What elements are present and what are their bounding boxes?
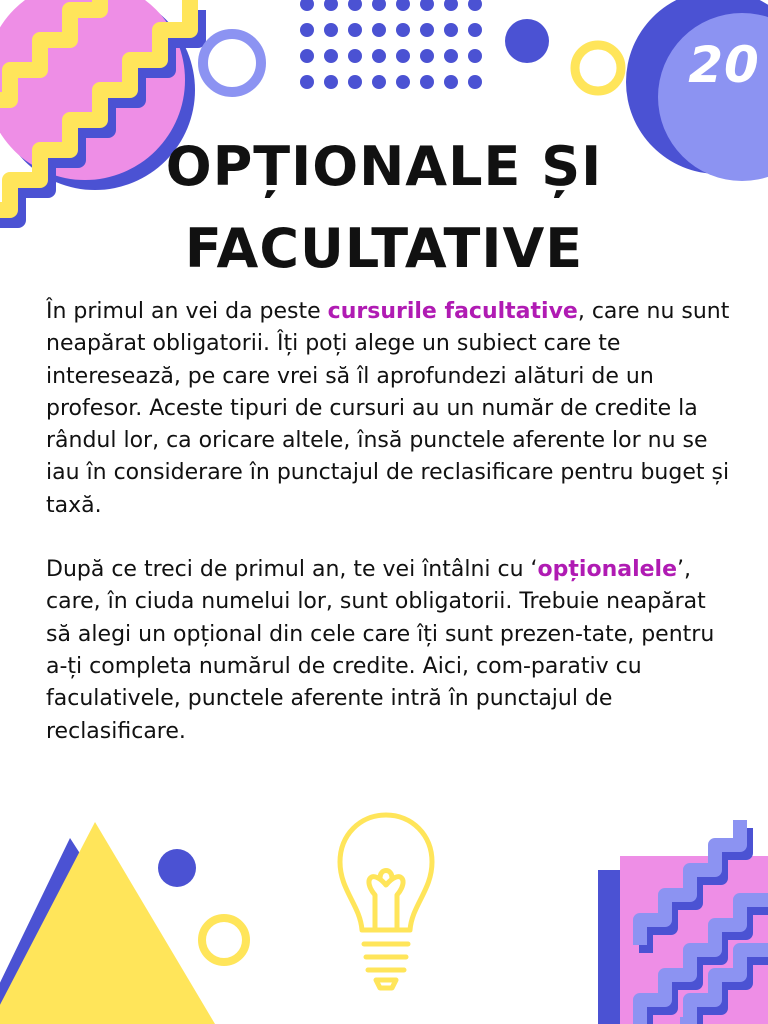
dot — [468, 49, 482, 63]
dot — [396, 23, 410, 37]
dot — [372, 0, 386, 11]
paragraph-text: În primul an vei da peste — [46, 299, 328, 324]
dot — [372, 49, 386, 63]
dot — [468, 75, 482, 89]
title-line-1: OPȚIONALE ȘI — [165, 135, 603, 198]
dot — [444, 23, 458, 37]
bottom-left-decoration — [0, 822, 246, 1024]
highlighted-term: cursurile facultative — [327, 299, 578, 324]
bottom-right-decoration — [598, 820, 768, 1024]
dot — [396, 75, 410, 89]
ring-decoration — [575, 45, 621, 91]
dot — [300, 0, 314, 11]
page-title — [0, 126, 768, 290]
dot — [444, 0, 458, 11]
highlighted-term: opționalele — [537, 557, 678, 583]
dot — [420, 0, 434, 11]
paragraph-facultative — [46, 296, 736, 522]
ring-decoration — [203, 34, 261, 92]
paragraph-optionale — [46, 554, 736, 748]
dot — [396, 49, 410, 63]
dot — [300, 49, 314, 63]
paragraph-text: ’, care, în ciuda numelui lor, sunt obligatorii. Trebuie neapărat să alegi un opțional din cele care îți sunt prezen-tate, pentru a-ți completa numărul de credite. Aici, com-parativ cu faculativele, punctele aferente intră în punctajul de reclasificare. — [46, 557, 715, 744]
paragraph-text: , care nu sunt neapărat obligatorii. Îți poți alege un subiect care te interesează, pe care vrei să îl aprofundezi alături de un profesor. Aceste tipuri de cursuri au un număr de credite la rândul lor, ca oricare altele, însă punctele aferente lor nu se iau în considerare în punctajul de reclasificare pentru buget și taxă. — [46, 299, 730, 518]
dot — [444, 75, 458, 89]
dot — [396, 0, 410, 11]
dot — [348, 75, 362, 89]
page-number: 20 — [688, 36, 760, 94]
dot — [420, 23, 434, 37]
paragraph-text: După ce treci de primul an, te vei întâlni cu ‘ — [46, 557, 538, 583]
dot-grid-decoration — [300, 0, 482, 89]
dot — [444, 49, 458, 63]
dot — [468, 23, 482, 37]
dot-decoration — [505, 19, 549, 63]
dot — [324, 75, 338, 89]
lightbulb-icon — [340, 815, 432, 988]
dot — [372, 23, 386, 37]
dot — [372, 75, 386, 89]
dot — [300, 75, 314, 89]
dot — [420, 49, 434, 63]
dot — [348, 23, 362, 37]
dot — [324, 49, 338, 63]
dot — [300, 23, 314, 37]
dot — [348, 49, 362, 63]
dot — [468, 0, 482, 11]
dot — [324, 23, 338, 37]
dot — [348, 0, 362, 11]
title-line-2: FACULTATIVE — [184, 217, 584, 280]
dot — [420, 75, 434, 89]
body-text — [46, 296, 736, 748]
dot — [324, 0, 338, 11]
